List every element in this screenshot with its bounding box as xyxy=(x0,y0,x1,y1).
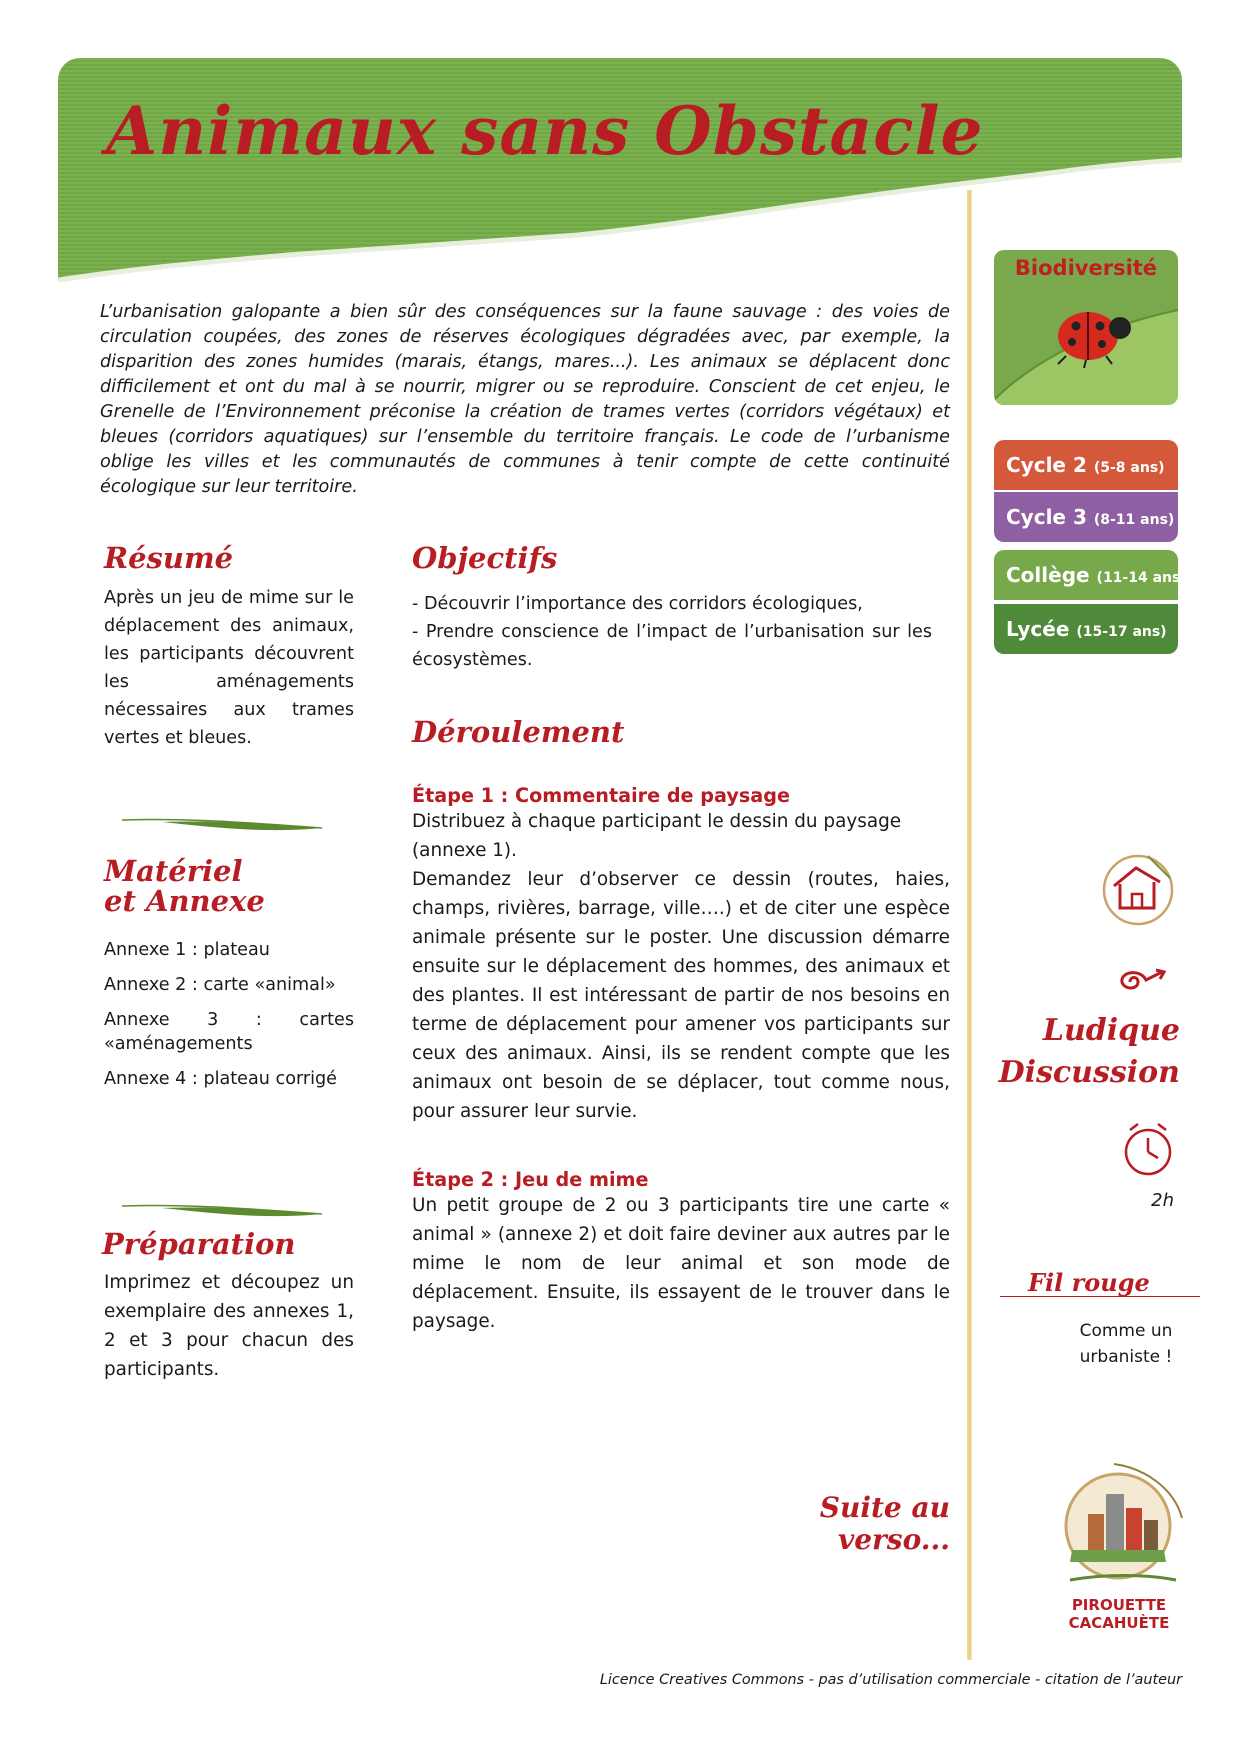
level-tag-cycle3 xyxy=(994,492,1178,542)
logo-text xyxy=(1054,1596,1184,1632)
topic-card xyxy=(994,250,1178,405)
fil-rouge-text: Comme un urbaniste ! xyxy=(1079,1321,1173,1367)
page-title: Animaux sans Obstacle xyxy=(106,92,984,170)
resume-text: Après un jeu de mime sur le déplacement des animaux, les participants découvrent les aménagements nécessaires aux trames vertes et bleues. xyxy=(104,588,354,748)
ladybug-icon xyxy=(1046,298,1136,368)
materiel-heading xyxy=(104,856,265,916)
house-icon xyxy=(1098,848,1180,930)
preparation-heading: Préparation xyxy=(102,1227,296,1261)
annex-item: Annexe 1 : plateau xyxy=(104,940,270,960)
level-ages: (8-11 ans) xyxy=(1093,512,1175,528)
mode-discussion: Discussion xyxy=(998,1055,1180,1090)
step-1 xyxy=(412,784,950,1126)
leaf-divider-icon xyxy=(122,1196,322,1224)
level-ages: (15-17 ans) xyxy=(1076,624,1167,640)
annex-list xyxy=(104,938,354,1102)
level-name: Collège xyxy=(1006,563,1090,587)
activity-mode xyxy=(990,1010,1180,1094)
topic-title: Biodiversité xyxy=(1014,256,1158,280)
level-name: Cycle 3 xyxy=(1006,505,1087,529)
level-tag-college xyxy=(994,550,1187,600)
level-name: Lycée xyxy=(1006,617,1070,641)
objectif-item: - Découvrir l’importance des corridors écologiques, xyxy=(412,594,863,614)
mode-ludique: Ludique xyxy=(1042,1013,1180,1048)
level-ages: (5-8 ans) xyxy=(1093,460,1165,476)
level-tag-cycle2 xyxy=(994,440,1178,490)
logo-line1: PIROUETTE xyxy=(1071,1596,1167,1614)
column-divider xyxy=(967,190,972,1660)
pirouette-cacahuete-logo xyxy=(1054,1458,1190,1586)
objectif-item: - Prendre conscience de l’impact de l’urbanisation sur les écosystèmes. xyxy=(412,622,932,670)
annex-item: Annexe 3 : cartes «aménagements xyxy=(104,1010,354,1054)
objectifs-list xyxy=(412,590,932,674)
annex-item: Annexe 2 : carte «animal» xyxy=(104,975,336,995)
level-tag-lycee xyxy=(994,604,1178,654)
preparation-text: Imprimez et découpez un exemplaire des annexes 1, 2 et 3 pour chacun des participants. xyxy=(104,1272,354,1380)
step-2 xyxy=(412,1168,950,1336)
step-text: Demandez leur d’observer ce dessin (routes, haies, champs, rivières, barrage, ville….) et de citer une espèce animale présente sur le poster. Une discussion démarre ensuite sur le déplacement des hommes, des animaux et des plantes. Il est intéressant de partir de nos besoins en terme de déplacement pour amener vos participants sur ceux des animaux. Ainsi, ils se rendent compte que les animaux ont besoin de se déplacer, tout comme nous, pour assurer leur survie. xyxy=(412,869,950,1122)
step-title: Étape 2 : Jeu de mime xyxy=(412,1168,649,1191)
step-title: Étape 1 : Commentaire de paysage xyxy=(412,784,790,807)
duration: 2h xyxy=(1151,1190,1174,1211)
step-text: Distribuez à chaque participant le dessin du paysage (annexe 1). xyxy=(412,811,902,861)
deroulement-heading: Déroulement xyxy=(412,715,625,749)
materiel-heading-line2: et Annexe xyxy=(104,884,265,918)
fil-rouge-label: Fil rouge xyxy=(1028,1268,1150,1297)
suite-au-verso: Suite au verso... xyxy=(819,1491,950,1556)
materiel-heading-line1: Matériel xyxy=(104,854,243,888)
clock-icon xyxy=(1118,1118,1178,1180)
level-ages: (11-14 ans) xyxy=(1096,570,1187,586)
license-footer: Licence Creatives Commons - pas d’utilisation commerciale - citation de l’auteur xyxy=(599,1672,1182,1688)
objectifs-heading: Objectifs xyxy=(412,541,558,575)
resume-heading: Résumé xyxy=(104,541,234,575)
annex-item: Annexe 4 : plateau corrigé xyxy=(104,1069,338,1089)
logo-line2: CACAHUÈTE xyxy=(1068,1614,1170,1632)
leaf-divider-icon xyxy=(122,810,322,838)
intro-paragraph: L’urbanisation galopante a bien sûr des conséquences sur la faune sauvage : des voies de circulation coupées, des zones de réserves écologiques dégradées avec, par exemple, la disparition des zones humides (marais, étangs, mares...). Les animaux se déplacent donc difficilement et ont du mal à se nourrir, migrer ou se reproduire. Conscient de cet enjeu, le Grenelle de l’Environnement préconise la création de trames vertes (corridors végétaux) et bleues (corridors aquatiques) sur l’ensemble du territoire français. Le code de l’urbanisme oblige les villes et les communautés de communes à tenir compte de cette continuité écologique sur leur territoire. xyxy=(100,302,950,497)
swirl-arrow-icon xyxy=(1110,964,1168,1000)
level-name: Cycle 2 xyxy=(1006,453,1087,477)
step-text: Un petit groupe de 2 ou 3 participants tire une carte « animal » (annexe 2) et doit faire deviner aux autres par le mime le nom de leur animal et son mode de déplacement. Ensuite, ils essayent de le trouver dans le paysage. xyxy=(412,1195,950,1332)
